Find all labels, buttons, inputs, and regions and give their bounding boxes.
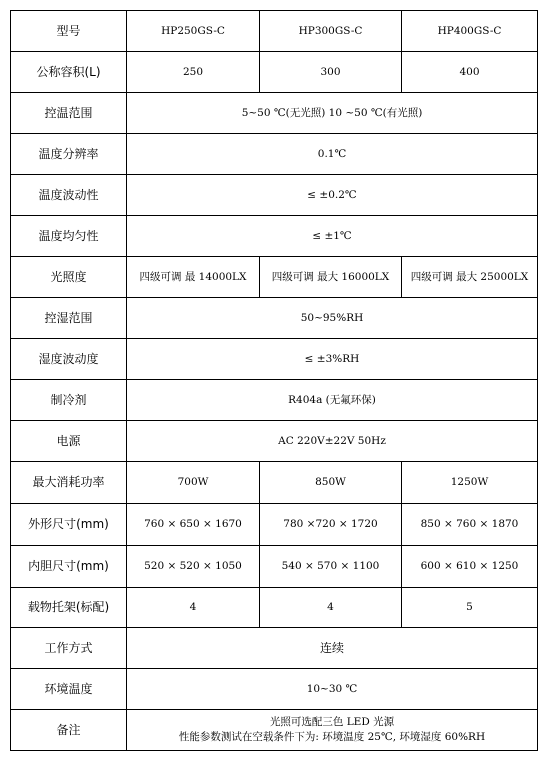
row-label: 备注 [11, 710, 127, 751]
illuminance-value: 四级可调 最大 25000LX [402, 257, 538, 298]
outer-dimensions-value: 780 ×720 × 1720 [260, 504, 402, 546]
remarks-line: 性能参数测试在空载条件下为: 环境温度 25℃, 环境湿度 60%RH [178, 731, 486, 743]
row-remarks [11, 710, 538, 751]
row-humidity-fluctuation [11, 339, 538, 380]
max-power-value: 850W [260, 462, 402, 504]
max-power-value: 700W [127, 462, 260, 504]
row-label: 型号 [11, 11, 127, 52]
row-label: 载物托架(标配) [11, 588, 127, 628]
row-ambient-temp [11, 669, 538, 710]
row-label: 控温范围 [11, 93, 127, 134]
spec-table [10, 10, 538, 751]
model-value: HP250GS-C [127, 11, 260, 52]
volume-value: 300 [260, 52, 402, 93]
row-humidity-range [11, 298, 538, 339]
outer-dimensions-value: 760 × 650 × 1670 [127, 504, 260, 546]
row-label: 控湿范围 [11, 298, 127, 339]
row-label: 电源 [11, 421, 127, 462]
volume-value: 250 [127, 52, 260, 93]
volume-value: 400 [402, 52, 538, 93]
row-max-power [11, 462, 538, 504]
row-outer-dimensions [11, 504, 538, 546]
row-temp-resolution [11, 134, 538, 175]
working-mode-value: 连续 [127, 628, 538, 669]
row-label: 环境温度 [11, 669, 127, 710]
row-label: 湿度波动度 [11, 339, 127, 380]
inner-dimensions-value: 520 × 520 × 1050 [127, 546, 260, 588]
inner-dimensions-value: 600 × 610 × 1250 [402, 546, 538, 588]
shelves-value: 4 [260, 588, 402, 628]
row-inner-dimensions [11, 546, 538, 588]
row-refrigerant [11, 380, 538, 421]
row-label: 光照度 [11, 257, 127, 298]
row-label: 温度波动性 [11, 175, 127, 216]
temp-fluctuation-value: ≤ ±0.2℃ [127, 175, 538, 216]
row-label: 内胆尺寸(mm) [11, 546, 127, 588]
model-value: HP300GS-C [260, 11, 402, 52]
row-shelves [11, 588, 538, 628]
row-temp-uniformity [11, 216, 538, 257]
row-label: 公称容积(L) [11, 52, 127, 93]
inner-dimensions-value: 540 × 570 × 1100 [260, 546, 402, 588]
row-label: 最大消耗功率 [11, 462, 127, 504]
outer-dimensions-value: 850 × 760 × 1870 [402, 504, 538, 546]
row-temp-range [11, 93, 538, 134]
temp-uniformity-value: ≤ ±1℃ [127, 216, 538, 257]
row-label: 制冷剂 [11, 380, 127, 421]
row-label: 外形尺寸(mm) [11, 504, 127, 546]
temp-resolution-value: 0.1℃ [127, 134, 538, 175]
row-temp-fluctuation [11, 175, 538, 216]
row-illuminance [11, 257, 538, 298]
illuminance-value: 四级可调 最 14000LX [127, 257, 260, 298]
illuminance-value: 四级可调 最大 16000LX [260, 257, 402, 298]
row-label: 温度均匀性 [11, 216, 127, 257]
remarks-line: 光照可选配三色 LED 光源 [269, 716, 395, 728]
row-label: 工作方式 [11, 628, 127, 669]
row-power-supply [11, 421, 538, 462]
row-model [11, 11, 538, 52]
refrigerant-value: R404a (无氟环保) [127, 380, 538, 421]
shelves-value: 4 [127, 588, 260, 628]
humidity-range-value: 50~95%RH [127, 298, 538, 339]
row-working-mode [11, 628, 538, 669]
power-supply-value: AC 220V±22V 50Hz [127, 421, 538, 462]
row-volume [11, 52, 538, 93]
row-label: 温度分辨率 [11, 134, 127, 175]
model-value: HP400GS-C [402, 11, 538, 52]
temp-range-value: 5~50 ℃(无光照) 10 ~50 ℃(有光照) [127, 93, 538, 134]
ambient-temp-value: 10~30 ℃ [127, 669, 538, 710]
max-power-value: 1250W [402, 462, 538, 504]
shelves-value: 5 [402, 588, 538, 628]
remarks-value [127, 710, 538, 751]
humidity-fluctuation-value: ≤ ±3%RH [127, 339, 538, 380]
